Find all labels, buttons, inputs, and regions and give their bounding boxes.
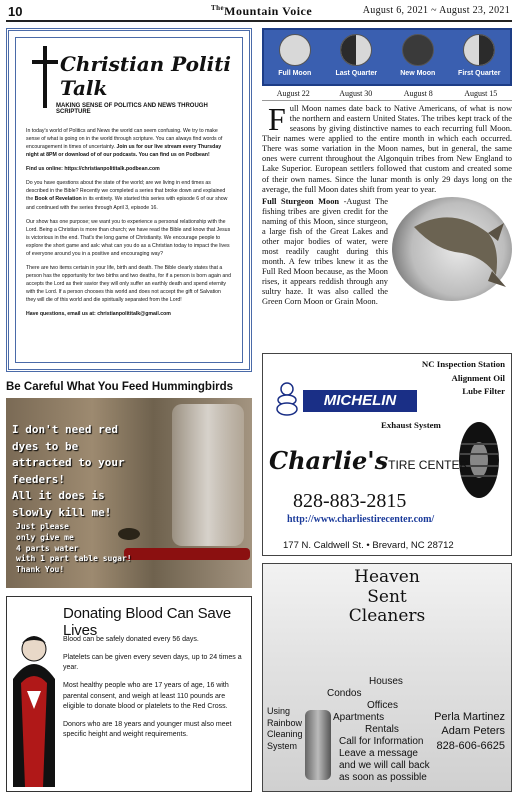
heaven-sent-cleaners-ad: [262, 563, 512, 792]
blood-fact: Platelets can be given every seven days, up to 24 times a year.: [63, 654, 242, 672]
blood-title: Donating Blood Can Save Lives: [63, 605, 232, 639]
cleaning-services: Houses Condos Offices Apartments Rentals Call for Information Leave a message and we will call back as soon as possible: [327, 676, 430, 783]
cpt-email[interactable]: Have questions, email us at: christianpolititalk@gmail.com: [26, 311, 171, 318]
phase-first-quarter: First Quarter: [449, 30, 511, 84]
dracula-icon: [11, 619, 57, 789]
blood-fact: Blood can be safely donated every 56 days.: [63, 636, 199, 643]
cleaners-contacts: Perla Martinez Adam Peters 828-606-6625: [434, 711, 505, 752]
feeder-base: [124, 548, 250, 560]
sturgeon-moon-image: [392, 197, 512, 301]
cleaners-phone[interactable]: 828-606-6625: [436, 739, 505, 752]
christian-politi-talk-ad: [6, 28, 252, 372]
services-list: NC Inspection Station Alignment Oil Lube Filter: [421, 359, 505, 397]
charlies-url[interactable]: http://www.charliestirecenter.com/: [287, 514, 435, 525]
cpt-body: In today's world of Politics and News the world can seem confusing. We try to make sense of what is going on in the world through scripture. You can always find words of encouragement in times of uncertainty. Join us for our live stream every Thursday night at 8PM or download of of our podcasts. You can find us on Podbean! Find us online: https://christianpolititalk.podbean.com Do you have questions about the state of the world; are we living in end times as described in the Bible? Recently we completed a series that broke down and explained the Book of Revelation in its entirety. We started this series with episode 6 of our show and continued with the series through April 3, episode 16. Our show has one purpose; we want you to experience a personal relationship with the Lord. Being a Christian is more than church; we have read the Bible and know that Jesus is victorious in the end. That's the long game of Christianity. We encourage people to explore the short game and ask: what can you do as a Christian today to impact the lives of everyone around you in a positive and encouraging way? There are two items certain in your life, birth and death. The Bible clearly states that a person has the opportunity for two births and two deaths, for if a person is born again and accepts the Lord as their savior they will only suffer an earthly death and spend eternity with the Lord. If a person chooses this world and does not accept the gift of Salvation they will die of this world and die spiritually separated from the Lord! Have questions, email us at: christianpolititalk@gmail.com: [26, 128, 232, 318]
moon-phases-article: [262, 28, 512, 348]
exhaust-system: Exhaust System: [381, 420, 441, 430]
full-moon-icon: [279, 34, 311, 66]
masthead: $^{The}$Mountain Voice: [211, 4, 313, 18]
last-quarter-moon-icon: [340, 34, 372, 66]
charlies-phone[interactable]: 828-883-2815: [293, 490, 407, 512]
cross-icon: [30, 46, 60, 108]
first-quarter-moon-icon: [463, 34, 495, 66]
moon-phase-row: [262, 28, 512, 86]
feeder-jar: [172, 404, 244, 546]
moon-date-row: August 22 August 30 August 8 August 15: [262, 86, 512, 101]
moon-intro: Full Moon names date back to Native Americans, of what is now the northern and eastern United States. The tribes kept track of the seasons by giving distinctive names to each recurring full Moon. Their names were applied to the entire month in which each occurred. There was some variation in the Moon names, but in general, the same ones were current throughout the Algonquin tribes from New England to Lake Superior. European settlers followed that custom and created some of their own names. Since the lunar month is only 29 days long on the average, the full Moon dates shift from year to year.: [262, 101, 512, 194]
hummingbird-headline: Be Careful What You Feed Hummingbirds: [6, 381, 234, 393]
michelin-man-icon: [269, 382, 305, 418]
sturgeon-moon-text: Full Sturgeon Moon -August The fishing tribes are given credit for the naming of this Moon, since sturgeon, a large fish of the Great Lakes and other major bodies of water, were most readily caught during this month. A few tribes knew it as the Full Red Moon because, as the Moon rises, it appears reddish through any sultry haze. It was also called the Green Corn Moon or Grain Moon.: [262, 197, 512, 308]
cpt-subtitle: MAKING SENSE OF POLITICS AND NEWS THROUGH SCRIPTURE: [56, 103, 208, 115]
charlies-address: 177 N. Caldwell St. • Brevard, NC 28712: [283, 540, 454, 551]
vacuum-icon: [305, 710, 331, 780]
phase-last-quarter: Last Quarter: [326, 30, 388, 84]
heaven-sent-title: Heaven Sent Cleaners: [348, 567, 426, 627]
hummingbird-message: I don't need red dyes to be attracted to your feeders! All it does is slowly kill me!: [12, 423, 125, 519]
rainbow-system: Using Rainbow Cleaning System: [267, 706, 303, 752]
cpt-title: Christian Politi Talk: [60, 52, 232, 100]
blood-facts: [63, 635, 247, 748]
drop-cap: F: [268, 101, 286, 137]
phase-full-moon: Full Moon: [264, 30, 326, 84]
new-moon-icon: [402, 34, 434, 66]
issue-date: August 6, 2021 ~ August 23, 2021: [362, 5, 510, 16]
michelin-logo: MICHELIN: [269, 382, 417, 418]
cpt-url[interactable]: Find us online: https://christianpolititalk.podbean.com: [26, 166, 160, 173]
page-header: [6, 4, 512, 22]
blood-fact: Most healthy people who are 17 years of age, 16 with parental consent, and weigh at least 110 pounds are eligible to donate blood or platelets to the Red Cross.: [63, 682, 229, 710]
blood-fact: Donors who are 18 years and younger must also meet specific height and weight requirements.: [63, 720, 232, 738]
blood-donation-article: [6, 596, 252, 792]
charlies-logo: Charlie'sTIRE CENTER: [269, 446, 469, 475]
page-number: 10: [8, 4, 23, 19]
charlies-tire-center-ad: [262, 353, 512, 556]
phase-new-moon: New Moon: [387, 30, 449, 84]
hummingbird-instructions: Just please only give me 4 parts water with 1 part table sugar! Thank You!: [16, 522, 132, 575]
hummingbird-feeder-image: [6, 398, 252, 588]
sturgeon-fish-icon: [392, 197, 512, 301]
